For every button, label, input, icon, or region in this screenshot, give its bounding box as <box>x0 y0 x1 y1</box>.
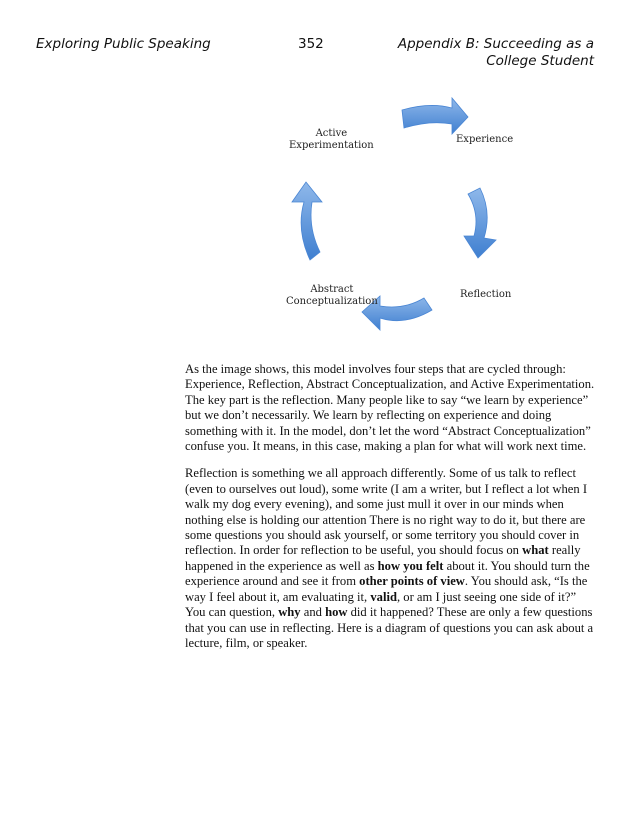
paragraph-model-description: As the image shows, this model involves four steps that are cycled through: Experience, Reflection, Abstract Conceptualization, and Active Experimentation. The key part is the reflection. Many people like to say “we learn by experience” but we don’t necessarily. We learn by reflecting on experience and doing something with it. In the model, don’t let the word “Abstract Conceptualization” confuse you. It means, in this case, making a plan for what will work next time. <box>185 362 595 454</box>
bold-term-what: what <box>522 543 549 558</box>
step-abstract-conceptualization <box>286 284 378 308</box>
chapter-title-line1: Appendix B: Succeeding as a <box>397 36 594 52</box>
arrow-experience-to-reflection <box>402 98 468 134</box>
arrow-reflection-to-conceptualization <box>464 188 496 258</box>
text-run: . You should ask, “Is the way I feel about it, am evaluating it, <box>185 574 588 604</box>
chapter-title <box>374 36 594 70</box>
step-experience <box>456 134 513 146</box>
step-abstract-label-line2: Conceptualization <box>286 296 378 307</box>
step-reflection-label: Reflection <box>460 289 512 300</box>
bold-term-how: how <box>325 605 348 620</box>
bold-term-valid: valid <box>370 589 397 604</box>
step-active-label-line2: Experimentation <box>289 140 374 151</box>
text-run: Reflection is something we all approach differently. Some of us talk to reflect (even to ourselves out loud), some write (I am a writer, but I reflect a lot when I walk my dog every evening), and some just mull it over in our minds when nothing else is holding our attention There is no right way to do it, but there are some questions you should ask yourself, or some territory you should cover in reflection. In order for reflection to be useful, you should focus on <box>185 466 588 558</box>
paragraph-reflection <box>185 466 597 651</box>
experiential-learning-cycle-diagram <box>270 90 540 360</box>
step-active-label-line1: Active <box>315 128 348 139</box>
body-text <box>185 362 597 663</box>
arrow-experimentation-to-experience <box>292 182 322 260</box>
step-active-experimentation <box>289 128 374 152</box>
book-title: Exploring Public Speaking <box>36 36 211 52</box>
step-experience-label: Experience <box>456 134 514 145</box>
text-run: , or am I just seeing one side of it?” You can question, <box>185 589 577 620</box>
page-number: 352 <box>298 36 324 52</box>
chapter-title-line2: College Student <box>486 53 594 69</box>
text-run: really happened in the experience as well as <box>185 543 581 573</box>
bold-term-other-points-of-view: other points of view <box>359 574 465 589</box>
bold-term-how-you-felt: how you felt <box>377 558 444 573</box>
text-run: about it. You should turn the experience around and see it from <box>185 558 590 589</box>
text-run: did it happened? These are only a few questions that you can use in reflecting. Here is a diagram of questions you can ask about a lecture, film, or speaker. <box>185 605 594 650</box>
step-reflection <box>460 289 511 301</box>
bold-term-why: why <box>278 605 301 620</box>
step-abstract-label-line1: Abstract <box>310 284 354 295</box>
text-run: and <box>300 605 326 620</box>
